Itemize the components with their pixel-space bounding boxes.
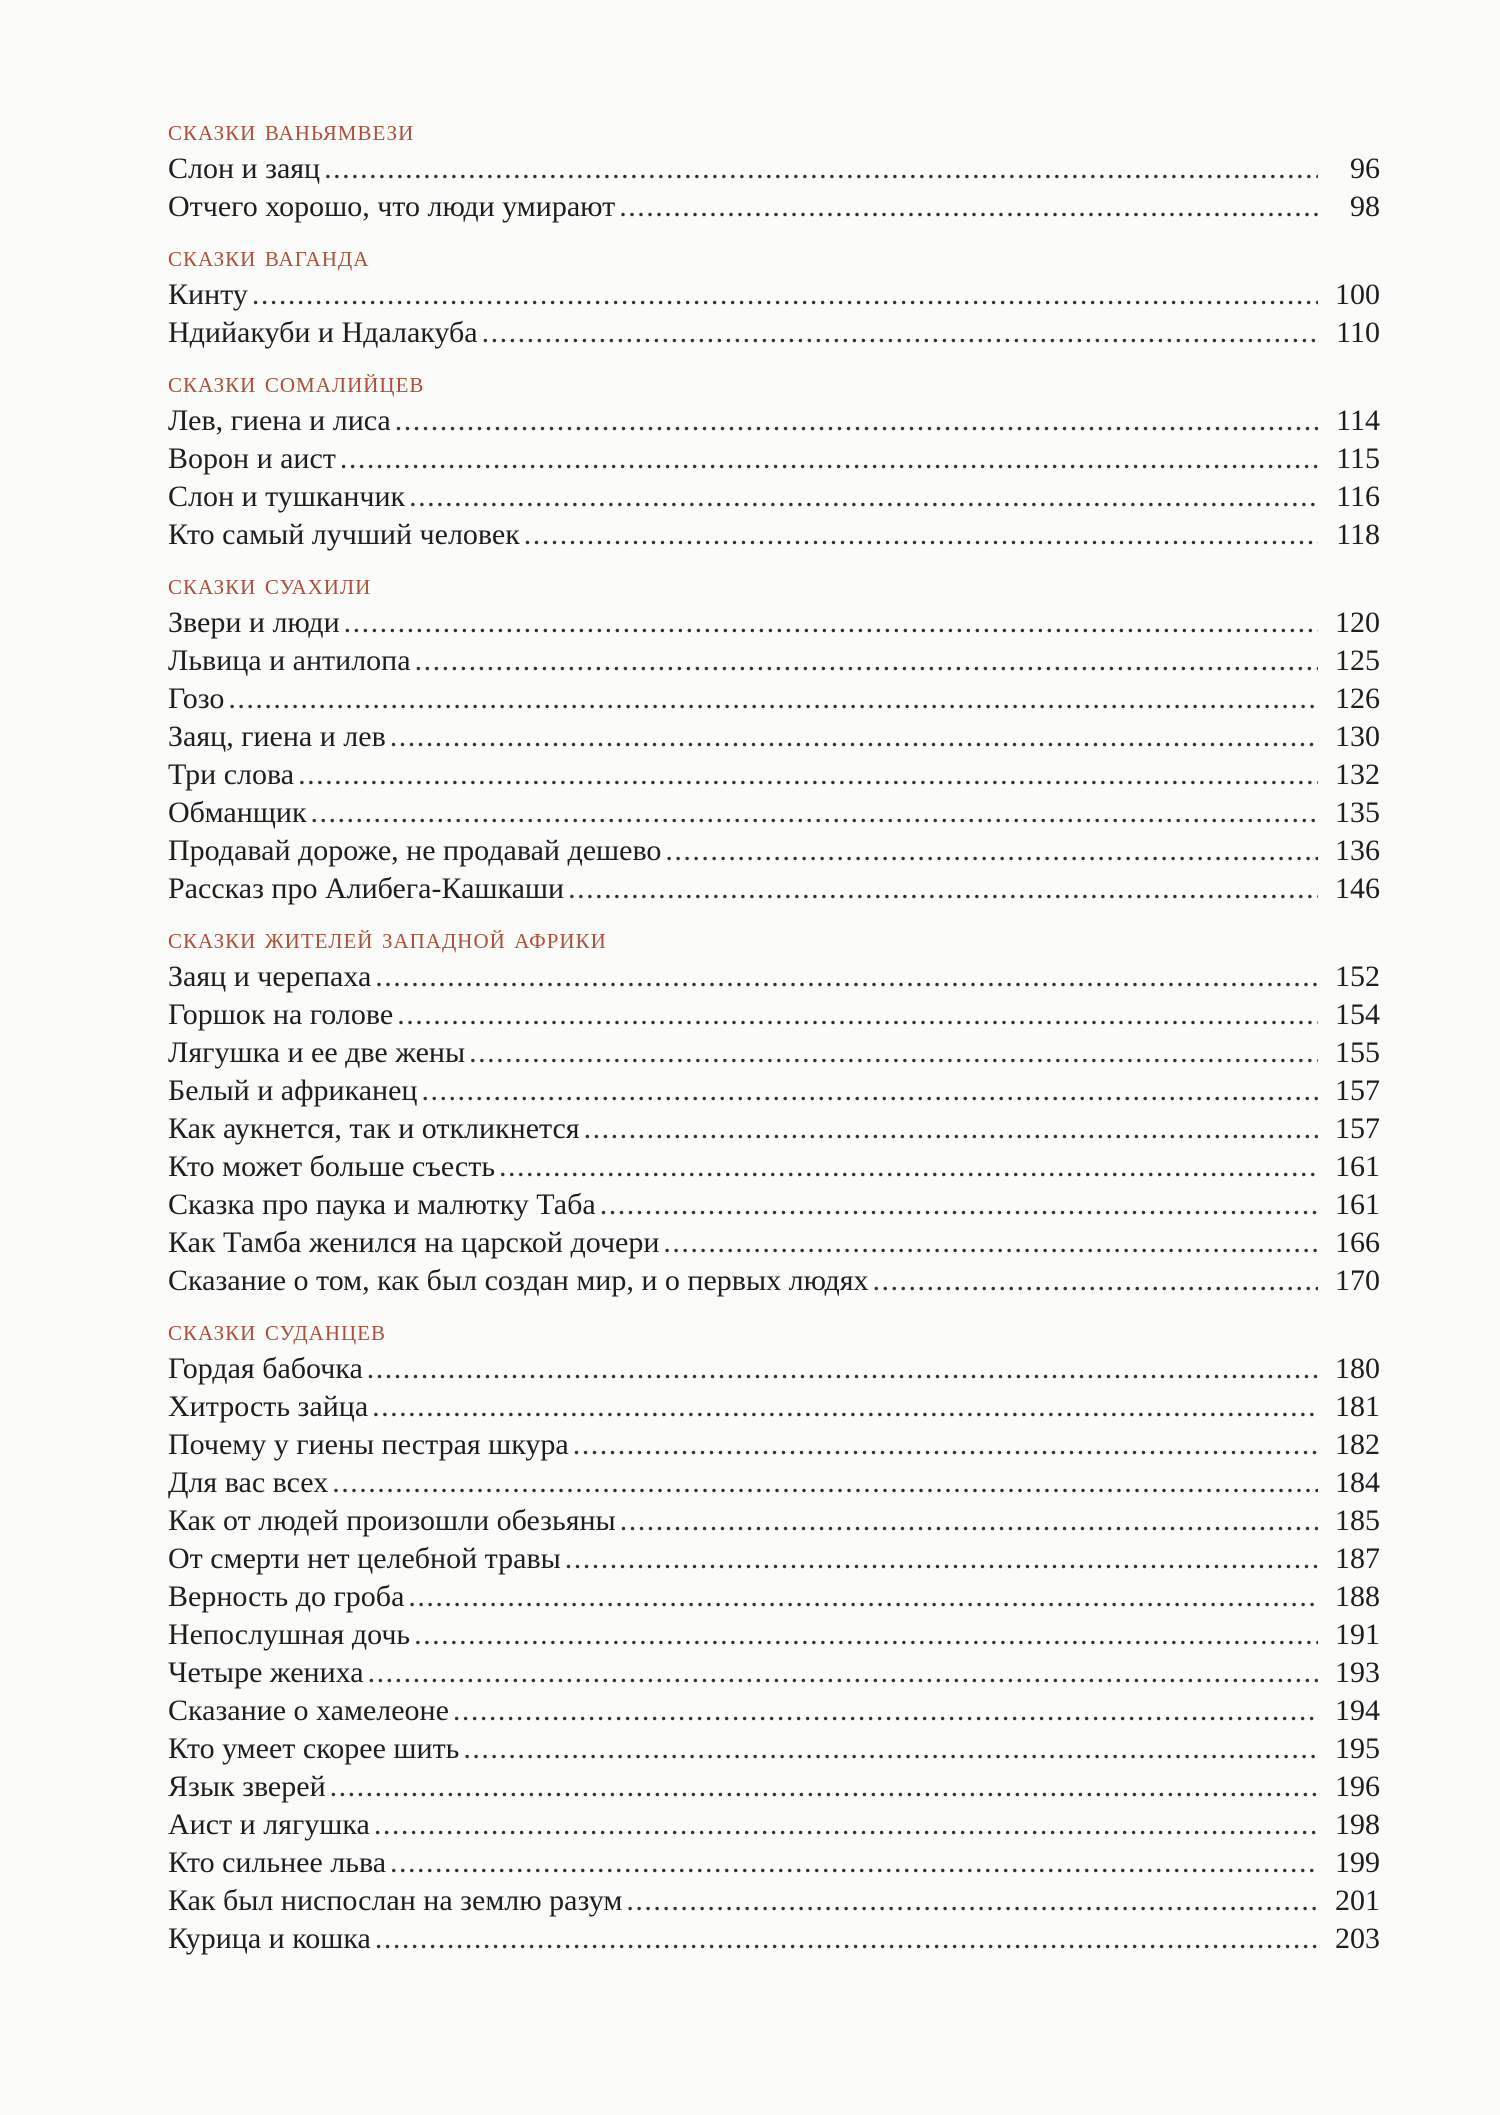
- dot-leader: [374, 1806, 1318, 1844]
- entry-title: Как от людей произошли обезьяны: [168, 1504, 616, 1537]
- page-number: 180: [1335, 1352, 1380, 1385]
- entry-title: Ворон и аист: [168, 442, 336, 475]
- section-title: сказки ваганда: [168, 240, 370, 273]
- entry-title: Львица и антилопа: [168, 644, 411, 677]
- dot-leader: [408, 1578, 1318, 1616]
- toc-entry: [168, 1224, 1380, 1262]
- entry-title: Слон и заяц: [168, 152, 321, 185]
- page-number: 194: [1335, 1694, 1380, 1727]
- toc-entry: [168, 150, 1380, 188]
- dot-leader: [620, 1502, 1318, 1540]
- toc-section: [168, 364, 1380, 554]
- toc-entry: [168, 756, 1380, 794]
- dot-leader: [397, 996, 1318, 1034]
- dot-leader: [330, 1768, 1318, 1806]
- dot-leader: [390, 1844, 1318, 1882]
- page-number: 193: [1335, 1656, 1380, 1689]
- toc-entry: [168, 1186, 1380, 1224]
- page-number: 203: [1335, 1922, 1380, 1955]
- toc-entry: [168, 1388, 1380, 1426]
- page-number: 196: [1335, 1770, 1380, 1803]
- entry-title: Слон и тушканчик: [168, 480, 406, 513]
- entry-title: Сказание о том, как был создан мир, и о первых людях: [168, 1264, 869, 1297]
- entry-title: Ндийакуби и Ндалакуба: [168, 316, 478, 349]
- entry-title: Гордая бабочка: [168, 1352, 363, 1385]
- dot-leader: [565, 1540, 1318, 1578]
- page-number: 166: [1335, 1226, 1380, 1259]
- toc-entry: [168, 794, 1380, 832]
- entry-title: Заяц, гиена и лев: [168, 720, 386, 753]
- page-number: 115: [1336, 442, 1380, 475]
- toc-entry: [168, 832, 1380, 870]
- dot-leader: [600, 1186, 1318, 1224]
- page-number: 126: [1335, 682, 1380, 715]
- page-number: 157: [1335, 1074, 1380, 1107]
- toc-entry: [168, 642, 1380, 680]
- page-number: 135: [1335, 796, 1380, 829]
- page-number: 96: [1350, 152, 1380, 185]
- entry-title: Аист и лягушка: [168, 1808, 370, 1841]
- section-title: сказки суахили: [168, 568, 372, 601]
- entry-title: Заяц и черепаха: [168, 960, 372, 993]
- toc-section: [168, 1312, 1380, 1958]
- page-number: 100: [1335, 278, 1380, 311]
- toc-entry: [168, 718, 1380, 756]
- toc-entry: [168, 1882, 1380, 1920]
- toc-section: [168, 238, 1380, 352]
- page-number: 114: [1336, 404, 1380, 437]
- toc-entry: [168, 402, 1380, 440]
- toc-entry: [168, 1730, 1380, 1768]
- toc-entry: [168, 1768, 1380, 1806]
- page-number: 132: [1335, 758, 1380, 791]
- dot-leader: [663, 1224, 1318, 1262]
- toc-entry: [168, 478, 1380, 516]
- entry-title: Язык зверей: [168, 1770, 326, 1803]
- entry-title: Верность до гроба: [168, 1580, 405, 1613]
- dot-leader: [409, 478, 1318, 516]
- page-number: 170: [1335, 1264, 1380, 1297]
- toc-entry: [168, 1844, 1380, 1882]
- page-number: 161: [1335, 1150, 1380, 1183]
- page-number: 154: [1335, 998, 1380, 1031]
- dot-leader: [873, 1262, 1318, 1300]
- entry-title: Кто самый лучший человек: [168, 518, 520, 551]
- toc-entry: [168, 1262, 1380, 1300]
- toc-entry: [168, 1464, 1380, 1502]
- dot-leader: [584, 1110, 1318, 1148]
- entry-title: Непослушная дочь: [168, 1618, 411, 1651]
- page-number: 185: [1335, 1504, 1380, 1537]
- dot-leader: [415, 642, 1318, 680]
- dot-leader: [375, 958, 1318, 996]
- toc-entry: [168, 1034, 1380, 1072]
- toc-entry: [168, 1806, 1380, 1844]
- dot-leader: [372, 1388, 1318, 1426]
- page-number: 110: [1336, 316, 1380, 349]
- toc-entry: [168, 1654, 1380, 1692]
- toc-entry: [168, 1148, 1380, 1186]
- section-title: сказки суданцев: [168, 1314, 386, 1347]
- page-number: 201: [1335, 1884, 1380, 1917]
- entry-title: Три слова: [168, 758, 295, 791]
- dot-leader: [619, 188, 1318, 226]
- section-title: сказки ваньямвези: [168, 114, 415, 147]
- entry-title: Почему у гиены пестрая шкура: [168, 1428, 569, 1461]
- page-number: 157: [1335, 1112, 1380, 1145]
- toc-entry: [168, 1072, 1380, 1110]
- entry-title: Лев, гиена и лиса: [168, 404, 391, 437]
- dot-leader: [367, 1350, 1318, 1388]
- page-number: 146: [1335, 872, 1380, 905]
- toc-entry: [168, 1110, 1380, 1148]
- entry-title: Сказка про паука и малютку Таба: [168, 1188, 596, 1221]
- entry-title: Как Тамба женился на царской дочери: [168, 1226, 660, 1259]
- page-number: 130: [1335, 720, 1380, 753]
- toc-section: [168, 566, 1380, 908]
- dot-leader: [298, 756, 1318, 794]
- toc-entry: [168, 1692, 1380, 1730]
- entry-title: Для вас всех: [168, 1466, 329, 1499]
- entry-title: Хитрость зайца: [168, 1390, 369, 1423]
- page-number: 195: [1335, 1732, 1380, 1765]
- page-number: 188: [1335, 1580, 1380, 1613]
- dot-leader: [414, 1616, 1318, 1654]
- toc-entry: [168, 314, 1380, 352]
- page-number: 98: [1350, 190, 1380, 223]
- dot-leader: [524, 516, 1318, 554]
- dot-leader: [626, 1882, 1318, 1920]
- entry-title: Четыре жениха: [168, 1656, 364, 1689]
- entry-title: Отчего хорошо, что люди умирают: [168, 190, 616, 223]
- page-number: 181: [1335, 1390, 1380, 1423]
- toc-section: [168, 112, 1380, 226]
- entry-title: Гозо: [168, 682, 225, 715]
- toc-entry: [168, 188, 1380, 226]
- toc-entry: [168, 1540, 1380, 1578]
- dot-leader: [573, 1426, 1318, 1464]
- page-number: 199: [1335, 1846, 1380, 1879]
- toc-entry: [168, 276, 1380, 314]
- dot-leader: [340, 440, 1318, 478]
- table-of-contents: [168, 112, 1380, 1958]
- dot-leader: [453, 1692, 1318, 1730]
- toc-entry: [168, 1920, 1380, 1958]
- dot-leader: [332, 1464, 1318, 1502]
- entry-title: Сказание о хамелеоне: [168, 1694, 449, 1727]
- entry-title: Продавай дороже, не продавай дешево: [168, 834, 662, 867]
- entry-title: Кто может больше съесть: [168, 1150, 496, 1183]
- dot-leader: [390, 718, 1318, 756]
- page-number: 187: [1335, 1542, 1380, 1575]
- entry-title: Белый и африканец: [168, 1074, 418, 1107]
- page-number: 184: [1335, 1466, 1380, 1499]
- toc-entry: [168, 1502, 1380, 1540]
- dot-leader: [421, 1072, 1318, 1110]
- toc-entry: [168, 440, 1380, 478]
- entry-title: Звери и люди: [168, 606, 340, 639]
- page-number: 120: [1335, 606, 1380, 639]
- entry-title: Курица и кошка: [168, 1922, 371, 1955]
- dot-leader: [311, 794, 1318, 832]
- dot-leader: [395, 402, 1318, 440]
- entry-title: Как аукнется, так и откликнется: [168, 1112, 580, 1145]
- page-number: 118: [1336, 518, 1380, 551]
- entry-title: Кинту: [168, 278, 248, 311]
- page-number: 136: [1335, 834, 1380, 867]
- page-number: 191: [1335, 1618, 1380, 1651]
- toc-entry: [168, 604, 1380, 642]
- entry-title: Как был ниспослан на землю разум: [168, 1884, 623, 1917]
- toc-entry: [168, 680, 1380, 718]
- dot-leader: [482, 314, 1318, 352]
- toc-entry: [168, 958, 1380, 996]
- toc-entry: [168, 516, 1380, 554]
- toc-entry: [168, 1616, 1380, 1654]
- entry-title: Кто сильнее льва: [168, 1846, 387, 1879]
- dot-leader: [324, 150, 1318, 188]
- page-number: 116: [1336, 480, 1380, 513]
- dot-leader: [469, 1034, 1318, 1072]
- entry-title: Обманщик: [168, 796, 307, 829]
- entry-title: Лягушка и ее две жены: [168, 1036, 466, 1069]
- dot-leader: [252, 276, 1318, 314]
- page-number: 152: [1335, 960, 1380, 993]
- page-number: 161: [1335, 1188, 1380, 1221]
- section-title: сказки жителей западной африки: [168, 922, 607, 955]
- entry-title: От смерти нет целебной травы: [168, 1542, 561, 1575]
- dot-leader: [344, 604, 1318, 642]
- page-number: 198: [1335, 1808, 1380, 1841]
- section-title: сказки сомалийцев: [168, 366, 425, 399]
- page-number: 125: [1335, 644, 1380, 677]
- page-number: 182: [1335, 1428, 1380, 1461]
- dot-leader: [665, 832, 1318, 870]
- dot-leader: [499, 1148, 1318, 1186]
- dot-leader: [463, 1730, 1318, 1768]
- toc-entry: [168, 1578, 1380, 1616]
- toc-entry: [168, 1426, 1380, 1464]
- entry-title: Горшок на голове: [168, 998, 394, 1031]
- page-number: 155: [1335, 1036, 1380, 1069]
- dot-leader: [375, 1920, 1318, 1958]
- toc-entry: [168, 1350, 1380, 1388]
- dot-leader: [568, 870, 1318, 908]
- entry-title: Рассказ про Алибега-Кашкаши: [168, 872, 565, 905]
- toc-entry: [168, 870, 1380, 908]
- dot-leader: [368, 1654, 1318, 1692]
- toc-section: [168, 920, 1380, 1300]
- dot-leader: [228, 680, 1318, 718]
- entry-title: Кто умеет скорее шить: [168, 1732, 460, 1765]
- toc-entry: [168, 996, 1380, 1034]
